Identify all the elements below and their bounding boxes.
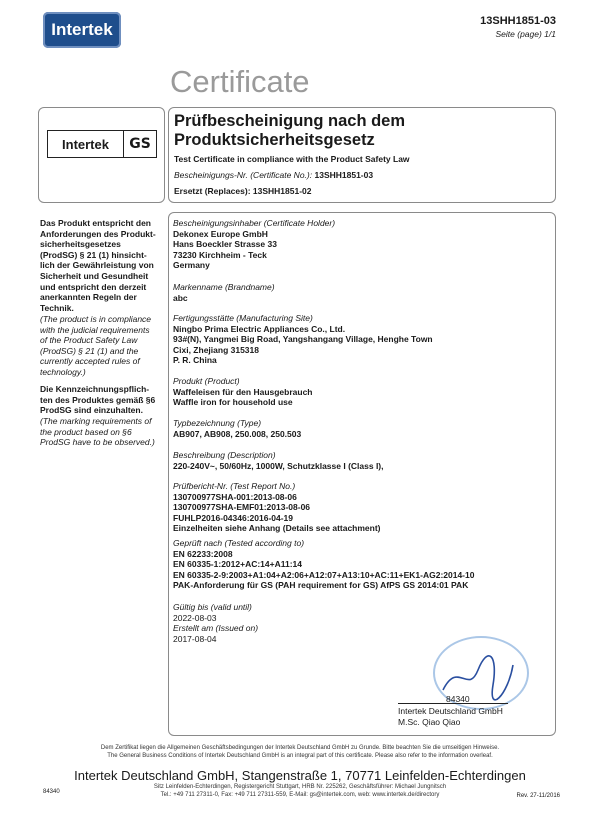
terms-text: Dem Zertifikat liegen die Allgemeinen Geschäftsbedingungen der Intertek Deutschland GmbH zu Grunde. Bitte beachten Sie die umseitigen Hinweise. The General Business Conditions of Intertek Deutschland GmbH is an integral part of this certificate. Please also refer to the information overleaf. xyxy=(100,745,500,759)
signer-name: M.Sc. Qiao Qiao xyxy=(398,717,461,727)
section-issued: Erstellt am (Issued on) 2017-08-04 xyxy=(173,623,259,644)
replaces-row: Ersetzt (Replaces): 13SHH1851-02 xyxy=(174,186,312,196)
sidebar-para2: Die Kennzeichnungspflich- ten des Produktes gemäß §6 ProdSG sind einzuhalten. xyxy=(40,384,156,416)
registry-info: Sitz Leinfelden-Echterdingen, Registergericht Stuttgart, HRB Nr. 225262, Geschäftsführer: Michael Jungnitsch Tel.: +49 711 27311-0, Fax: +49 711 27311-559, E-Mail: gs@intertek.com, web: www.intertek.de/directory xyxy=(153,784,447,798)
document-title: Prüfbescheinigung nach dem Produktsicherheitsgesetz xyxy=(174,112,406,149)
gs-logo-left: Intertek xyxy=(62,136,109,152)
section-site: Fertigungsstätte (Manufacturing Site) Ningbo Prima Electric Appliances Co., Ltd. 93#(N), Yangmei Big Road, Yangshangang Village, Henghe Town Cixi, Zhejiang 315318 P. R. China xyxy=(173,313,433,366)
intertek-gs-logo xyxy=(47,130,157,158)
section-holder: Bescheinigungsinhaber (Certificate Holder) Dekonex Europe GmbH Hans Boeckler Strasse 33 73230 Kirchheim - Teck Germany xyxy=(173,218,336,271)
signature-line xyxy=(398,703,508,704)
footer-code: 84340 xyxy=(43,789,60,795)
revision: Rev. 27-11/2016 xyxy=(516,793,560,799)
sidebar-para1: Das Produkt entspricht den Anforderungen des Produkt- sicherheitsgesetzes (ProdSG) § 21 (1) hinsicht- lich der Gewährleistung von Sicherheit und Gesundheit und entspricht den derzeit anerkannten Regeln der Technik. xyxy=(40,218,156,313)
section-product: Produkt (Product) Waffeleisen für den Hausgebrauch Waffle iron for household use xyxy=(173,376,313,408)
page-title: Certificate xyxy=(170,64,310,99)
stamp-number: 84340 xyxy=(446,694,470,704)
company-address: Intertek Deutschland GmbH, Stangenstraße 1, 70771 Leinfelden-Echterdingen xyxy=(74,768,526,783)
section-description: Beschreibung (Description) 220-240V~, 50/60Hz, 1000W, Schutzklasse I (Class I), xyxy=(173,450,384,471)
cert-no-row: Bescheinigungs-Nr. (Certificate No.): 13SHH1851-03 xyxy=(174,170,374,180)
section-type: Typbezeichnung (Type) AB907, AB908, 250.008, 250.503 xyxy=(173,418,302,439)
section-brand: Markenname (Brandname) abc xyxy=(173,282,275,303)
sidebar-para2-en: (The marking requirements of the product based on §6 ProdSG have to be observed.) xyxy=(40,416,155,448)
section-valid: Gültig bis (valid until) 2022-08-03 xyxy=(173,602,252,623)
section-tested: Geprüft nach (Tested according to) EN 62233:2008 EN 60335-1:2012+AC:14+A11:14 EN 60335-2-9:2003+A1:04+A2:06+A12:07+A13:10+AC:11+EK1-AG2:2014-10 PAK-Anforderung für GS (PAH requirement for GS) AfPS GS 2014:01 PAK xyxy=(173,538,475,591)
signer-company: Intertek Deutschland GmbH xyxy=(398,706,503,716)
section-report: Prüfbericht-Nr. (Test Report No.) 130700977SHA-001:2013-08-06 130700977SHA-EMF01:2013-08-06 FUHLP2016-04346:2016-04-19 Einzelheiten siehe Anhang (Details see attachment) xyxy=(173,481,381,534)
sidebar-para1-en: (The product is in compliance with the judicial requirements of the Product Safety Law (ProdSG) § 21 (1) and the currently accepted rules of technology.) xyxy=(40,314,152,377)
certificate-number: 13SHH1851-03 xyxy=(480,15,556,27)
page-info: Seite (page) 1/1 xyxy=(495,29,556,39)
intertek-logo: Intertek xyxy=(43,12,121,48)
subtitle: Test Certificate in compliance with the Product Safety Law xyxy=(174,154,410,164)
gs-mark: GS xyxy=(123,131,156,157)
